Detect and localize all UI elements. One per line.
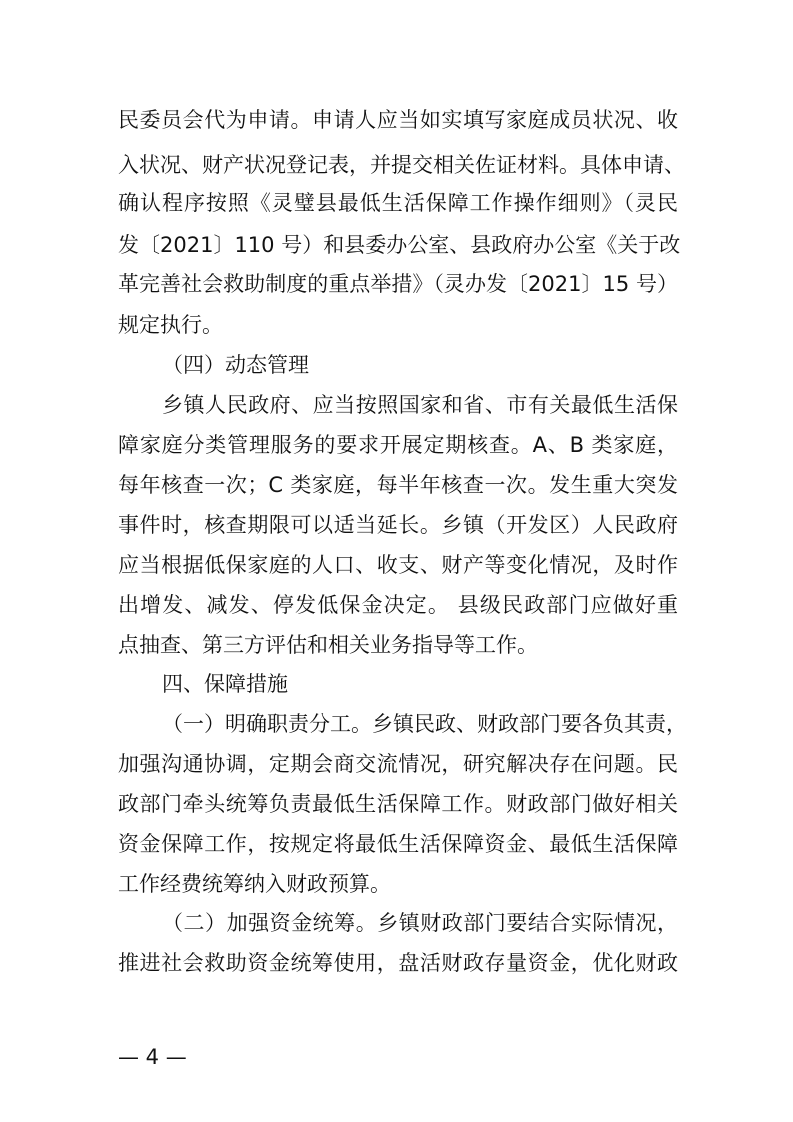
- body-text-line: 入状况、财产状况登记表，并提交相关佐证材料。具体申请、: [118, 153, 685, 177]
- body-text-line: 工作经费统筹纳入财政预算。: [118, 872, 391, 896]
- body-text-line: （一）明确职责分工。乡镇民政、财政部门要各负其责，: [162, 712, 687, 736]
- body-text-line: 资金保障工作，按规定将最低生活保障资金、最低生活保障: [118, 832, 678, 856]
- body-text-line: 出增发、减发、停发低保金决定。 县级民政部门应做好重: [118, 593, 678, 617]
- body-text-line: 政部门牵头统筹负责最低生活保障工作。财政部门做好相关: [118, 792, 678, 816]
- body-text-line: 事件时，核查期限可以适当延长。乡镇（开发区）人民政府: [118, 513, 678, 537]
- body-text-line: 乡镇人民政府、应当按照国家和省、市有关最低生活保: [162, 393, 678, 417]
- body-text-line: 革完善社会救助制度的重点举措》（灵办发〔2021〕15 号）: [118, 272, 678, 296]
- body-text-line: 推进社会救助资金统筹使用，盘活财政存量资金，优化财政: [118, 951, 678, 975]
- body-text-line: 点抽查、第三方评估和相关业务指导等工作。: [118, 633, 538, 657]
- section-heading: 四、保障措施: [162, 672, 288, 696]
- body-text-line: 障家庭分类管理服务的要求开展定期核查。A、B 类家庭，: [118, 433, 678, 457]
- section-heading: （四）动态管理: [162, 353, 309, 377]
- body-text-line: 每年核查一次；C 类家庭，每半年核查一次。发生重大突发: [118, 473, 678, 497]
- body-text-line: 规定执行。: [118, 313, 223, 337]
- body-text-line: 确认程序按照《灵璧县最低生活保障工作操作细则》（灵民: [118, 191, 678, 215]
- body-text-line: 发〔2021〕110 号）和县委办公室、县政府办公室《关于改: [118, 233, 681, 257]
- body-text-line: 民委员会代为申请。申请人应当如实填写家庭成员状况、收: [118, 108, 678, 132]
- body-text-line: 应当根据低保家庭的人口、收支、财产等变化情况，及时作: [118, 553, 678, 577]
- body-text-line: 加强沟通协调，定期会商交流情况，研究解决存在问题。民: [118, 752, 678, 776]
- body-text-line: （二）加强资金统筹。乡镇财政部门要结合实际情况，: [162, 911, 678, 935]
- page-number: — 4 —: [118, 1045, 187, 1069]
